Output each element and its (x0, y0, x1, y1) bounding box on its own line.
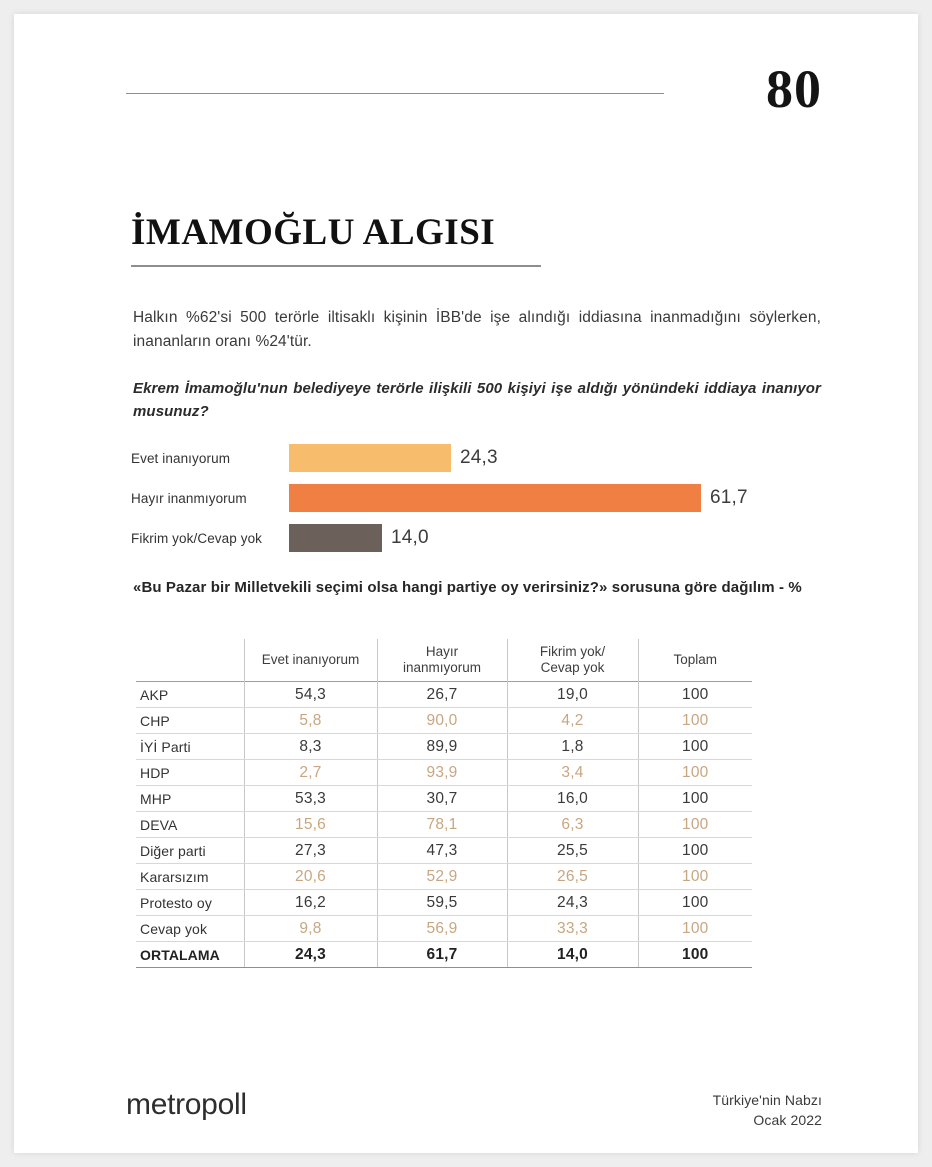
table-cell-value: 8,3 (244, 734, 377, 760)
page-header (14, 14, 918, 144)
title-underline (131, 265, 541, 267)
table-row (136, 734, 752, 760)
table-header-blank (136, 639, 244, 682)
table-row (136, 708, 752, 734)
bar-fill-evet (289, 444, 451, 472)
table-cell-value: 54,3 (244, 682, 377, 708)
metropoll-logo: metropoll (126, 1088, 247, 1121)
table-row (136, 786, 752, 812)
table-row-label: Cevap yok (136, 916, 244, 942)
table-cell-value: 47,3 (377, 838, 507, 864)
table-row (136, 916, 752, 942)
bar-track (289, 524, 831, 552)
bar-fill-fikrim-yok (289, 524, 382, 552)
results-table (136, 639, 752, 968)
table-header-hayir (377, 639, 507, 682)
table-row (136, 890, 752, 916)
header-line-1: Evet (261, 652, 289, 668)
table-cell-value: 53,3 (244, 786, 377, 812)
survey-question: Ekrem İmamoğlu'nun belediyeye terörle ilişkili 500 kişiyi işe aldığı yönündeki iddiaya inanıyor musunuz? (133, 380, 821, 420)
table-cell-value: 16,2 (244, 890, 377, 916)
table-cell-value: 2,7 (244, 760, 377, 786)
table-cell-value: 90,0 (377, 708, 507, 734)
footer-meta-line2: Ocak 2022 (753, 1112, 822, 1129)
table-row (136, 812, 752, 838)
table-row-label: DEVA (136, 812, 244, 838)
header-line-2: Cevap yok (540, 660, 605, 675)
table-row (136, 942, 752, 968)
table-cell-value: 33,3 (507, 916, 638, 942)
table-cell-value: 25,5 (507, 838, 638, 864)
table-cell-value: 56,9 (377, 916, 507, 942)
results-table-wrapper (136, 639, 752, 968)
page-number: 80 (766, 59, 822, 119)
bar-label: Fikrim yok/Cevap yok (131, 530, 263, 546)
header-line-1: Hayır (425, 644, 459, 660)
table-row (136, 838, 752, 864)
table-cell-toplam: 100 (638, 786, 752, 812)
table-row-label: Protesto oy (136, 890, 244, 916)
table-header-evet (244, 639, 377, 682)
table-row-label: CHP (136, 708, 244, 734)
page-title: İMAMOĞLU ALGISI (131, 212, 496, 253)
table-row-label: AKP (136, 682, 244, 708)
bar-row (131, 518, 831, 558)
table-cell-toplam: 100 (638, 942, 752, 968)
header-line-1: Toplam (673, 652, 718, 668)
bar-fill-hayir (289, 484, 701, 512)
table-cell-value: 89,9 (377, 734, 507, 760)
table-cell-value: 1,8 (507, 734, 638, 760)
header-line-1: Fikrim yok/ (539, 644, 606, 660)
table-cell-toplam: 100 (638, 760, 752, 786)
report-page (14, 14, 918, 1153)
table-cell-toplam: 100 (638, 812, 752, 838)
table-cell-toplam: 100 (638, 864, 752, 890)
table-row-label: MHP (136, 786, 244, 812)
header-divider (126, 93, 664, 94)
intro-paragraph: Halkın %62'si 500 terörle iltisaklı kişinin İBB'de işe alındığı iddiasına inanmadığını söylerken, inananların oranı %24'tür. (133, 309, 821, 350)
bar-label: Hayır inanmıyorum (131, 490, 247, 506)
table-row (136, 760, 752, 786)
table-cell-toplam: 100 (638, 682, 752, 708)
table-row-label: Diğer parti (136, 838, 244, 864)
table-cell-value: 15,6 (244, 812, 377, 838)
table-row-label: Kararsızım (136, 864, 244, 890)
table-cell-value: 24,3 (507, 890, 638, 916)
header-line-2: inanıyorum (292, 652, 360, 668)
table-cell-value: 78,1 (377, 812, 507, 838)
bar-chart (131, 438, 831, 558)
table-cell-value: 3,4 (507, 760, 638, 786)
bar-value: 61,7 (710, 487, 748, 508)
table-cell-value: 52,9 (377, 864, 507, 890)
table-cell-value: 24,3 (244, 942, 377, 968)
table-cell-toplam: 100 (638, 734, 752, 760)
table-cell-toplam: 100 (638, 838, 752, 864)
table-cell-value: 19,0 (507, 682, 638, 708)
table-cell-value: 93,9 (377, 760, 507, 786)
bar-label: Evet inanıyorum (131, 450, 231, 466)
page-footer (14, 1076, 918, 1153)
table-row-label: ORTALAMA (136, 942, 244, 968)
table-cell-value: 4,2 (507, 708, 638, 734)
footer-meta (713, 1090, 822, 1131)
header-line-2: inanmıyorum (402, 660, 482, 675)
bar-track (289, 444, 831, 472)
table-header-row (136, 639, 752, 682)
table-cell-value: 16,0 (507, 786, 638, 812)
table-header-toplam (638, 639, 752, 682)
bar-track (289, 484, 831, 512)
table-cell-value: 5,8 (244, 708, 377, 734)
table-row-label: HDP (136, 760, 244, 786)
table-cell-toplam: 100 (638, 708, 752, 734)
table-header-fikrim-yok (507, 639, 638, 682)
table-cell-value: 20,6 (244, 864, 377, 890)
table-subheading: «Bu Pazar bir Milletvekili seçimi olsa hangi partiye oy verirsiniz?» sorusuna göre dağılım - % (133, 579, 802, 596)
table-cell-toplam: 100 (638, 916, 752, 942)
bar-value: 14,0 (391, 527, 429, 548)
table-cell-value: 14,0 (507, 942, 638, 968)
table-cell-value: 30,7 (377, 786, 507, 812)
table-cell-value: 27,3 (244, 838, 377, 864)
table-body (136, 682, 752, 968)
table-cell-toplam: 100 (638, 890, 752, 916)
table-row-label: İYİ Parti (136, 734, 244, 760)
table-row (136, 864, 752, 890)
table-cell-value: 59,5 (377, 890, 507, 916)
title-block (131, 214, 821, 267)
table-row (136, 682, 752, 708)
table-cell-value: 61,7 (377, 942, 507, 968)
bar-value: 24,3 (460, 447, 498, 468)
footer-meta-line1: Türkiye'nin Nabzı (712, 1092, 822, 1108)
bar-row (131, 478, 831, 518)
table-cell-value: 6,3 (507, 812, 638, 838)
table-cell-value: 26,7 (377, 682, 507, 708)
table-head (136, 639, 752, 682)
bar-row (131, 438, 831, 478)
table-cell-value: 9,8 (244, 916, 377, 942)
table-cell-value: 26,5 (507, 864, 638, 890)
